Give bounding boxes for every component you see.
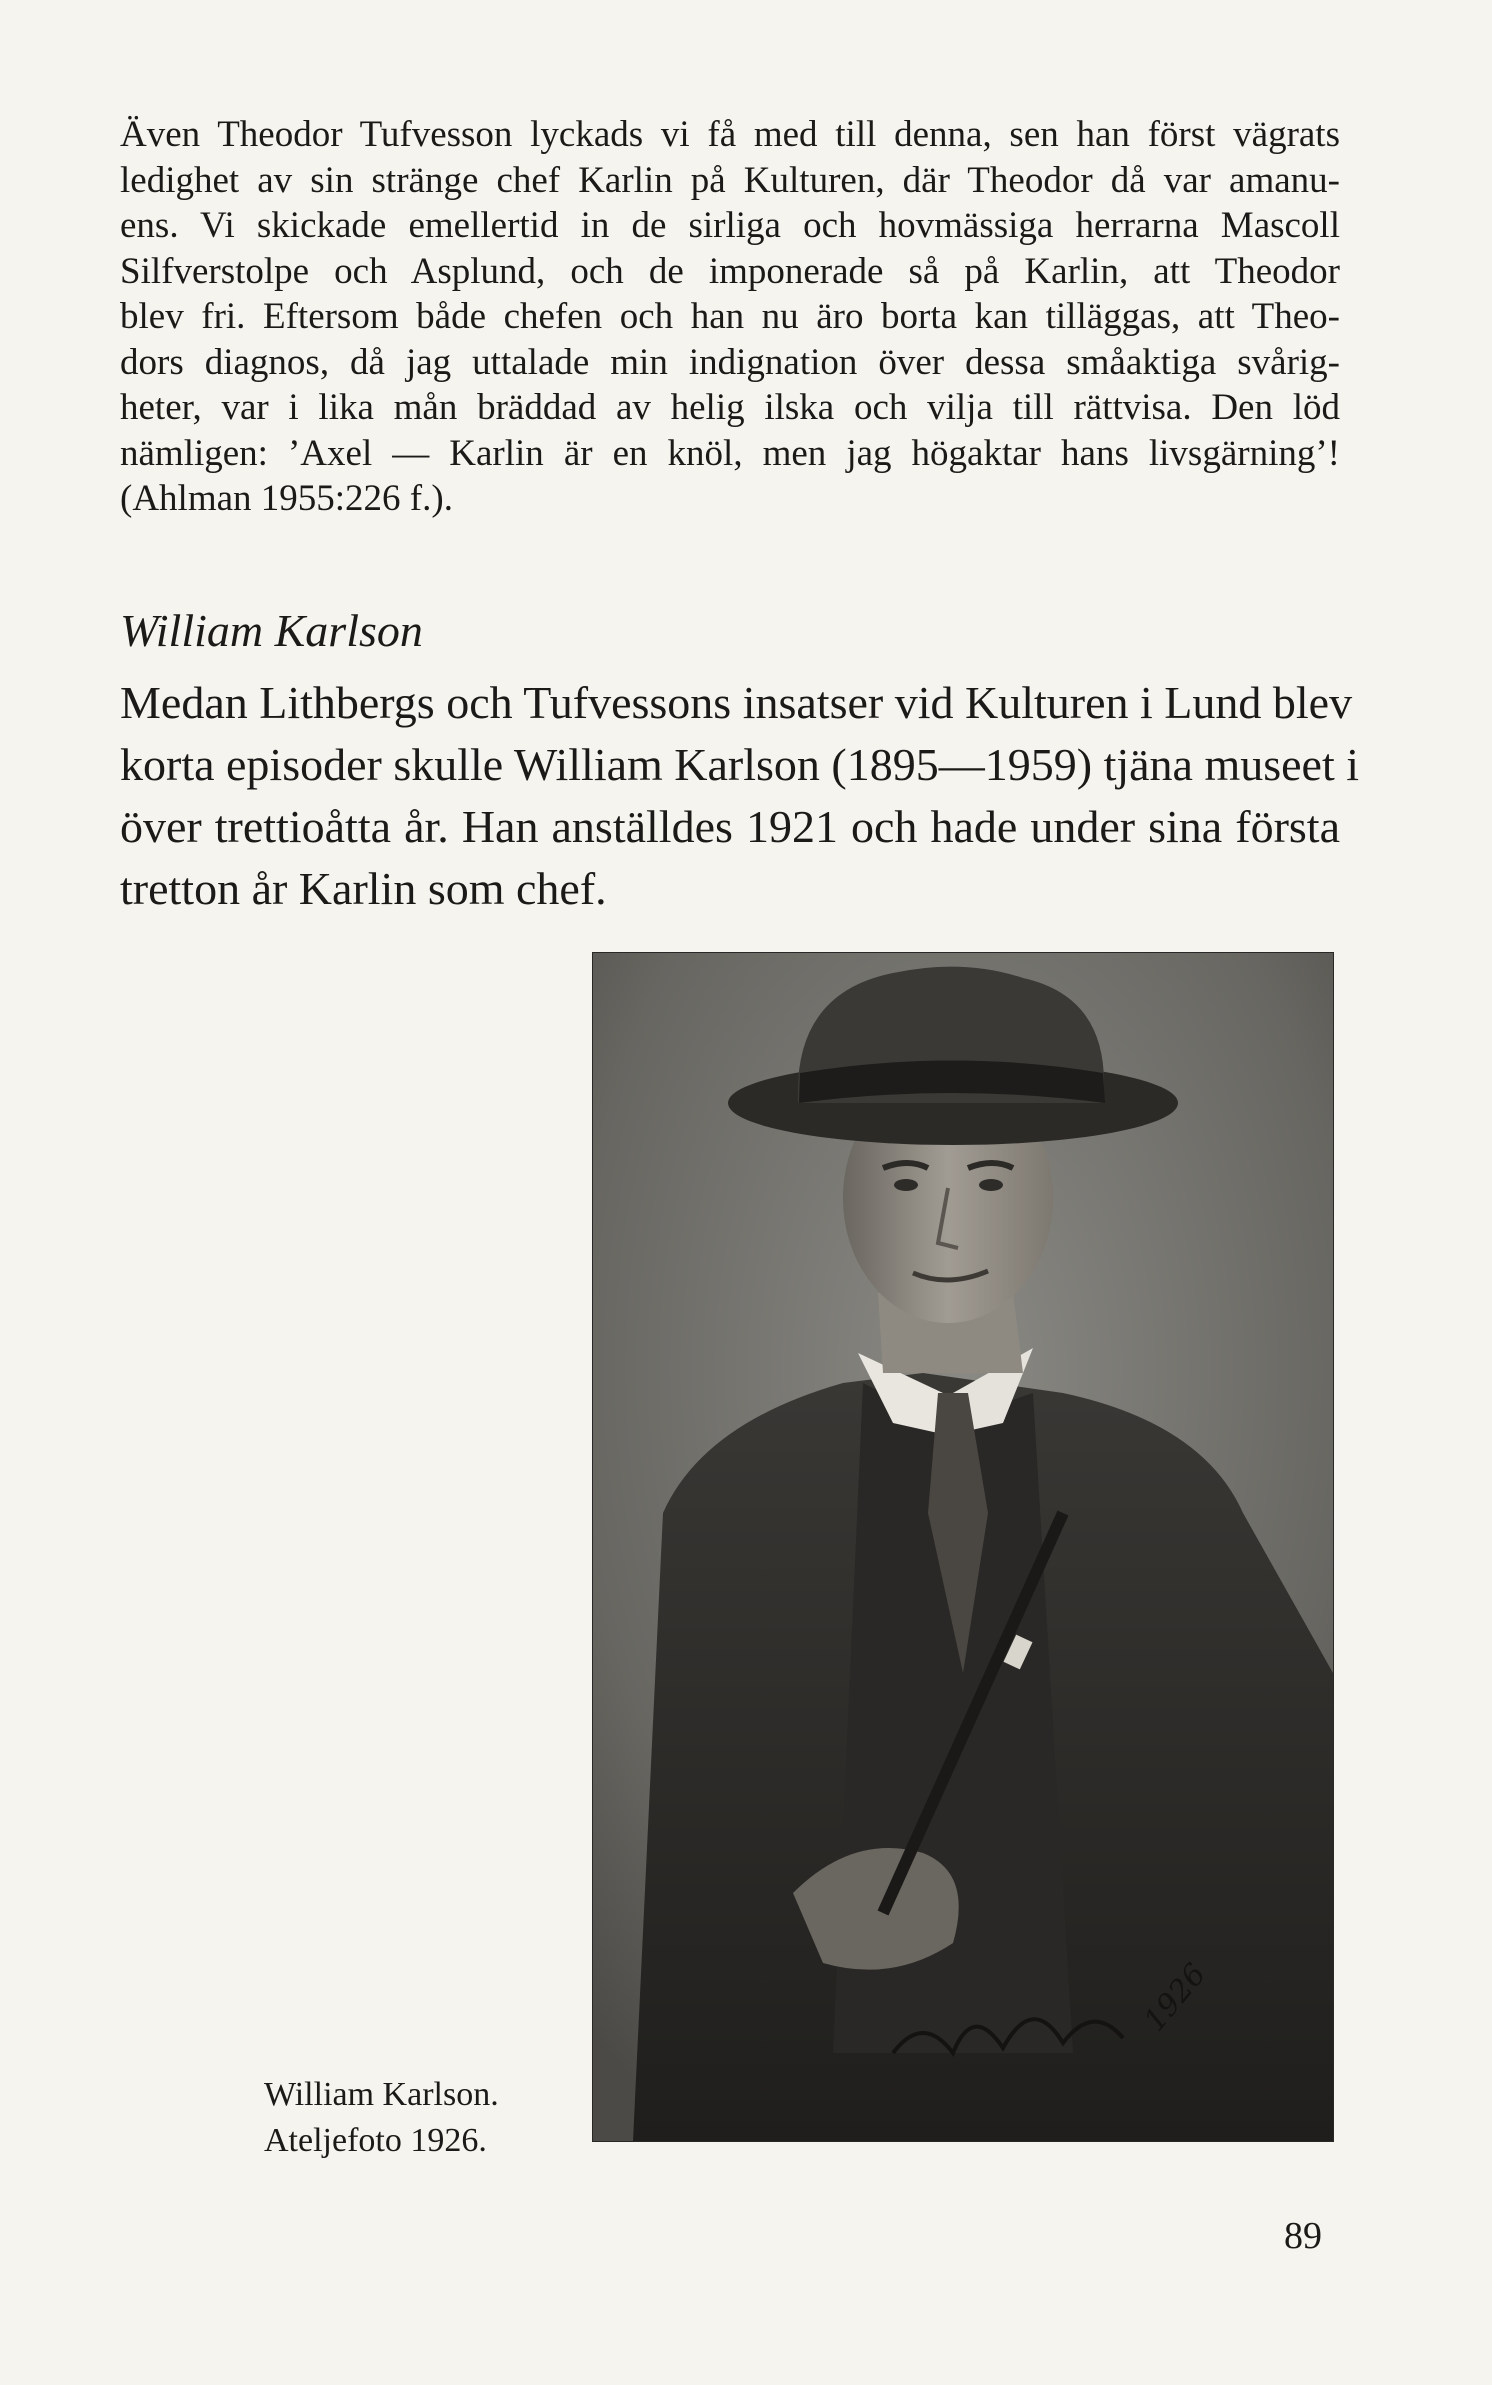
section-paragraph [120,672,1360,920]
page-number: 89 [1284,2215,1322,2257]
quote-line: (Ahlman 1955:226 f.). [120,478,453,519]
paragraph-line: korta episoder skulle William Karlson (1895—1959) tjäna museet i [120,739,1360,790]
paragraph-line: tretton år Karlin som chef. [120,863,607,914]
quote-line: Silfverstolpe och Asplund, och de imponerade så på Karlin, att Theodor [120,250,1340,292]
section-heading: William Karlson [120,605,423,656]
block-quote [120,112,1340,522]
quote-line: ens. Vi skickade emellertid in de sirliga och hovmässiga herrarna Mascoll [120,205,1340,246]
quote-line: dors diagnos, då jag uttalade min indignation över dessa småaktiga svårig- [120,341,1340,383]
paragraph-line: över trettioåtta år. Han anställdes 1921 och hade under sina första [120,801,1340,852]
portrait-illustration [593,953,1333,2141]
quote-line: nämligen: ’Axel — Karlin är en knöl, men jag högaktar hans livsgärning’! [120,432,1340,474]
quote-line: heter, var i lika mån bräddad av helig ilska och vilja till rättvisa. Den löd [120,387,1340,428]
quote-line: ledighet av sin stränge chef Karlin på Kulturen, där Theodor då var amanu- [120,159,1340,201]
caption-line: William Karlson. [264,2076,499,2113]
paragraph-line: Medan Lithbergs och Tufvessons insatser vid Kulturen i Lund blev [120,677,1353,728]
signature-year: 1926 [1137,1957,1214,2039]
photo-caption [264,2072,564,2164]
portrait-photo [592,952,1334,2142]
quote-line: Även Theodor Tufvesson lyckads vi få med till denna, sen han först vägrats [120,114,1340,155]
quote-line: blev fri. Eftersom både chefen och han nu äro borta kan tilläggas, att Theo- [120,296,1340,337]
caption-line: Ateljefoto 1926. [264,2122,487,2159]
